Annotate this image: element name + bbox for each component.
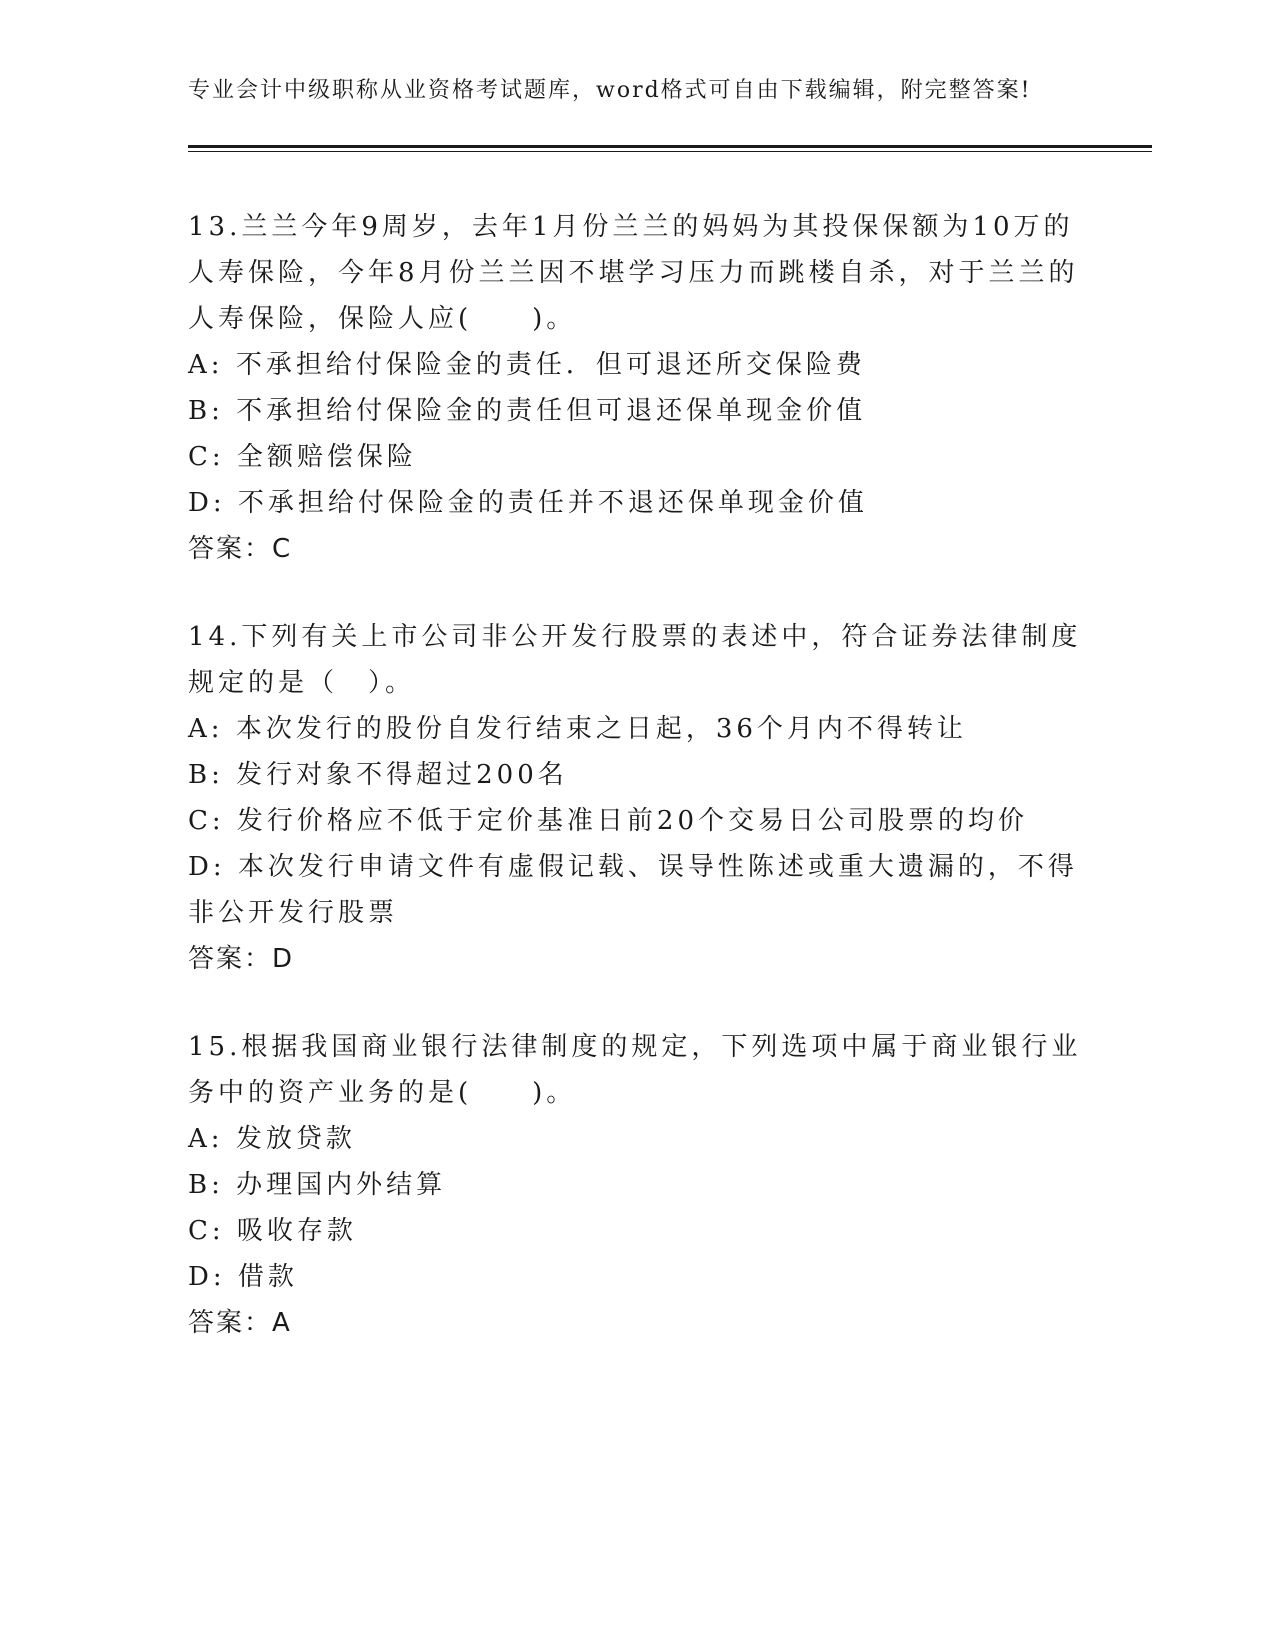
option-text: 本次发行的股份自发行结束之日起，36个月内不得转让 — [235, 714, 967, 744]
option-a — [188, 706, 1088, 752]
option-text: 全额赔偿保险 — [236, 442, 417, 472]
option-text: 不承担给付保险金的责任．但可退还所交保险费 — [235, 350, 866, 380]
question-13 — [188, 204, 1088, 572]
option-text: 不承担给付保险金的责任但可退还保单现金价值 — [236, 396, 867, 426]
option-key: C: — [188, 806, 225, 836]
option-d — [188, 1254, 1088, 1300]
option-text: 本次发行申请文件有虚假记载、误导性陈述或重大遗漏的，不得非公开发行股票 — [188, 852, 1078, 928]
option-key: A: — [188, 350, 224, 380]
header-divider — [188, 145, 1152, 148]
option-b — [188, 1162, 1088, 1208]
option-text: 发行价格应不低于定价基准日前20个交易日公司股票的均价 — [236, 806, 1029, 836]
option-key: C: — [188, 442, 225, 472]
option-key: D: — [188, 488, 226, 518]
question-text: 13.兰兰今年9周岁，去年1月份兰兰的妈妈为其投保保额为10万的人寿保险，今年8月份兰兰因不堪学习压力而跳楼自杀，对于兰兰的人寿保险，保险人应( )。 — [188, 212, 1079, 334]
option-key: B: — [188, 396, 224, 426]
option-key: D: — [188, 1262, 226, 1292]
page-header: 专业会计中级职称从业资格考试题库，word格式可自由下载编辑，附完整答案! — [188, 78, 1032, 103]
answer: 答案：C — [188, 534, 293, 564]
option-c — [188, 798, 1088, 844]
question-14 — [188, 614, 1088, 982]
option-key: B: — [188, 760, 224, 790]
option-text: 发放贷款 — [235, 1124, 356, 1154]
option-key: A: — [188, 714, 224, 744]
option-key: B: — [188, 1170, 224, 1200]
question-list — [188, 204, 1088, 1388]
option-b — [188, 388, 1088, 434]
option-text: 借款 — [237, 1262, 298, 1292]
option-b — [188, 752, 1088, 798]
option-c — [188, 434, 1088, 480]
option-text: 办理国内外结算 — [236, 1170, 447, 1200]
question-text: 14.下列有关上市公司非公开发行股票的表述中，符合证券法律制度规定的是（ ）。 — [188, 622, 1082, 698]
option-key: C: — [188, 1216, 225, 1246]
option-key: A: — [188, 1124, 224, 1154]
option-d — [188, 480, 1088, 526]
option-a — [188, 342, 1088, 388]
option-a — [188, 1116, 1088, 1162]
header-divider-thin — [188, 151, 1152, 152]
option-d — [188, 844, 1088, 936]
answer: 答案：A — [188, 1308, 292, 1338]
option-text: 不承担给付保险金的责任并不退还保单现金价值 — [237, 488, 868, 518]
answer: 答案：D — [188, 944, 295, 974]
question-text: 15.根据我国商业银行法律制度的规定，下列选项中属于商业银行业务中的资产业务的是( )。 — [188, 1032, 1082, 1108]
option-text: 吸收存款 — [236, 1216, 357, 1246]
option-text: 发行对象不得超过200名 — [236, 760, 568, 790]
question-15 — [188, 1024, 1088, 1346]
option-c — [188, 1208, 1088, 1254]
option-key: D: — [188, 852, 226, 882]
